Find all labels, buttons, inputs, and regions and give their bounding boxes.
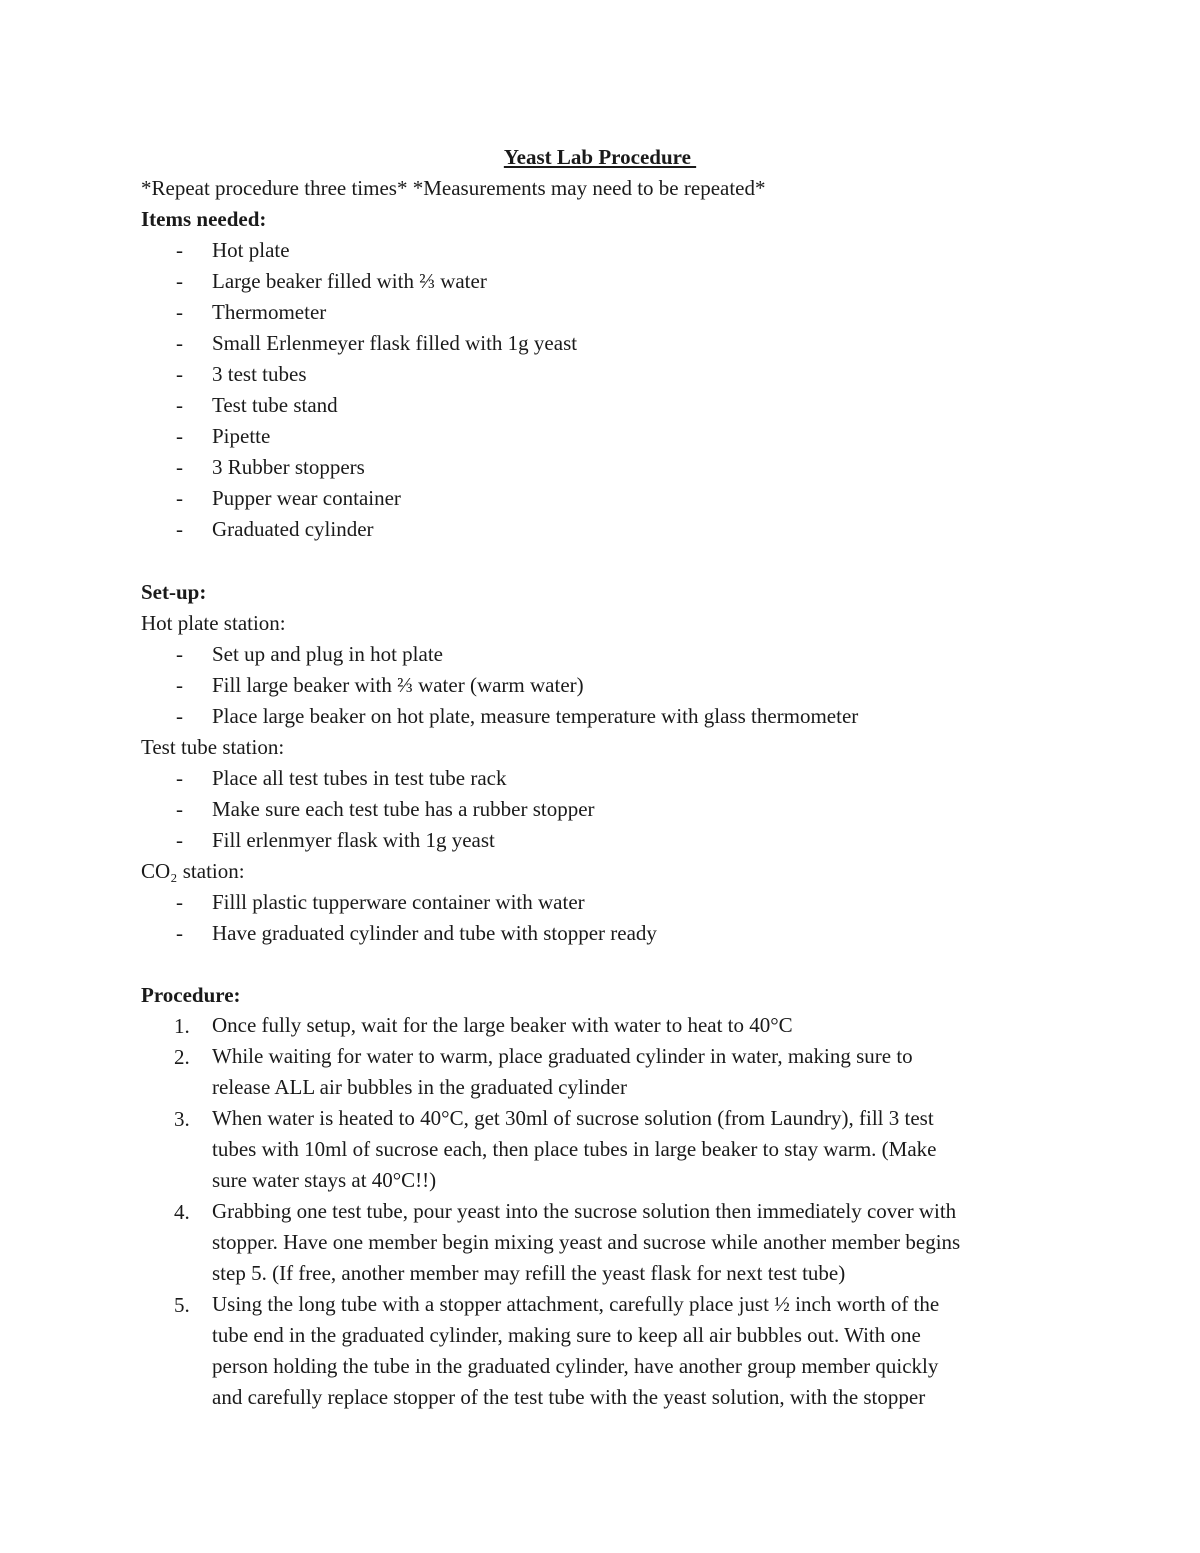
step-line: step 5. (If free, another member may refill the yeast flask for next test tube)	[212, 1261, 846, 1285]
step-number: 2.	[174, 1045, 190, 1069]
list-item: Make sure each test tube has a rubber stopper	[212, 797, 595, 821]
procedure-step	[212, 1196, 1072, 1289]
list-bullet: -	[176, 890, 183, 914]
list-item: Hot plate	[212, 238, 290, 262]
procedure-step	[212, 1289, 1072, 1413]
list-item: Pupper wear container	[212, 486, 401, 510]
repeat-note: *Repeat procedure three times* *Measurements may need to be repeated*	[141, 176, 766, 200]
list-item: Set up and plug in hot plate	[212, 642, 443, 666]
list-item: Small Erlenmeyer flask filled with 1g yeast	[212, 331, 578, 355]
step-number: 3.	[174, 1107, 190, 1131]
step-number: 1.	[174, 1014, 190, 1038]
procedure-step	[212, 1041, 1072, 1103]
procedure-heading: Procedure:	[141, 983, 241, 1007]
step-line: Grabbing one test tube, pour yeast into the sucrose solution then immediately cover with	[212, 1199, 957, 1223]
station-name: Test tube station:	[141, 735, 285, 759]
procedure-step	[212, 1010, 1072, 1041]
list-item: Thermometer	[212, 300, 327, 324]
list-item: Have graduated cylinder and tube with stopper ready	[212, 921, 657, 945]
list-bullet: -	[176, 269, 183, 293]
list-item: Large beaker filled with ⅔ water	[212, 269, 487, 293]
list-item: Fill large beaker with ⅔ water (warm water)	[212, 673, 584, 697]
step-line: While waiting for water to warm, place graduated cylinder in water, making sure to	[212, 1044, 913, 1068]
list-item: Graduated cylinder	[212, 517, 374, 541]
step-line: When water is heated to 40°C, get 30ml of sucrose solution (from Laundry), fill 3 test	[212, 1106, 934, 1130]
step-line: stopper. Have one member begin mixing yeast and sucrose while another member begins	[212, 1230, 961, 1254]
list-bullet: -	[176, 331, 183, 355]
items-heading: Items needed:	[141, 207, 267, 231]
page-title: Yeast Lab Procedure	[503, 145, 697, 169]
list-item: Test tube stand	[212, 393, 338, 417]
list-item: 3 test tubes	[212, 362, 307, 386]
list-bullet: -	[176, 921, 183, 945]
list-bullet: -	[176, 766, 183, 790]
step-line: Using the long tube with a stopper attachment, carefully place just ½ inch worth of the	[212, 1292, 940, 1316]
list-bullet: -	[176, 238, 183, 262]
setup-heading: Set-up:	[141, 580, 207, 604]
list-item: Place large beaker on hot plate, measure temperature with glass thermometer	[212, 704, 859, 728]
list-bullet: -	[176, 424, 183, 448]
step-number: 5.	[174, 1293, 190, 1317]
list-bullet: -	[176, 486, 183, 510]
list-bullet: -	[176, 362, 183, 386]
list-bullet: -	[176, 393, 183, 417]
procedure-step	[212, 1103, 1072, 1196]
list-bullet: -	[176, 828, 183, 852]
station-name: Hot plate station:	[141, 611, 286, 635]
list-item: Filll plastic tupperware container with water	[212, 890, 585, 914]
list-bullet: -	[176, 455, 183, 479]
step-line: person holding the tube in the graduated cylinder, have another group member quickly	[212, 1354, 939, 1378]
step-number: 4.	[174, 1200, 190, 1224]
step-line: tube end in the graduated cylinder, making sure to keep all air bubbles out. With one	[212, 1323, 921, 1347]
list-bullet: -	[176, 642, 183, 666]
station-name: CO₂ station:	[141, 859, 245, 883]
list-item: 3 Rubber stoppers	[212, 455, 365, 479]
list-item: Pipette	[212, 424, 271, 448]
list-bullet: -	[176, 704, 183, 728]
step-line: sure water stays at 40°C!!)	[212, 1168, 437, 1192]
list-bullet: -	[176, 797, 183, 821]
step-line: Once fully setup, wait for the large beaker with water to heat to 40°C	[212, 1013, 793, 1037]
list-bullet: -	[176, 300, 183, 324]
step-line: tubes with 10ml of sucrose each, then place tubes in large beaker to stay warm. (Make	[212, 1137, 937, 1161]
list-item: Place all test tubes in test tube rack	[212, 766, 507, 790]
list-bullet: -	[176, 517, 183, 541]
list-bullet: -	[176, 673, 183, 697]
list-item: Fill erlenmyer flask with 1g yeast	[212, 828, 495, 852]
step-line: and carefully replace stopper of the test tube with the yeast solution, with the stopper	[212, 1385, 926, 1409]
step-line: release ALL air bubbles in the graduated cylinder	[212, 1075, 627, 1099]
